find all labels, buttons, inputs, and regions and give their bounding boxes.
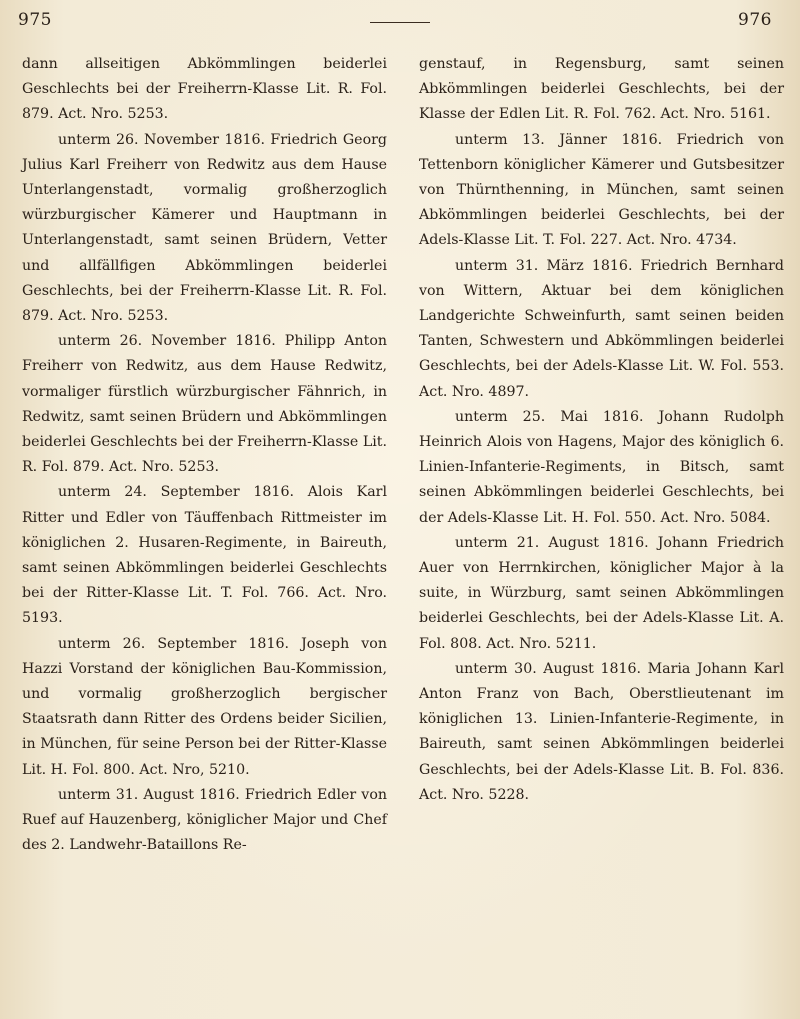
register-entry: unterm 26. September 1816. Joseph von Hazzi Vorstand der königlichen Bau-Kommission, und vormalig großherzoglich bergischer Staatsrath dann Ritter des Ordens beider Sicilien, in München, für seine Person bei der Ritter-Klasse Lit. H. Fol. 800. Act. Nro, 5210. (22, 635, 387, 778)
right-column (419, 52, 784, 859)
page-header (18, 10, 780, 36)
left-column (22, 52, 387, 859)
right-page-number: 976 (738, 10, 772, 30)
text-columns (22, 52, 784, 859)
register-entry: unterm 31. März 1816. Friedrich Bernhard von Wittern, Aktuar bei dem königlichen Landgerichte Schweinfurth, samt seinen beiden Tanten, Schwestern und Abkömmlingen beiderlei Geschlechts, bei der Adels-Klasse Lit. W. Fol. 553. Act. Nro. 4897. (419, 257, 784, 400)
left-page-number: 975 (18, 10, 52, 30)
register-entry: unterm 25. Mai 1816. Johann Rudolph Heinrich Alois von Hagens, Major des königlich 6. Linien-Infanterie-Regiments, in Bitsch, samt seinen Abkömmlingen beiderlei Geschlechts, bei der Adels-Klasse Lit. H. Fol. 550. Act. Nro. 5084. (419, 408, 784, 526)
register-entry: unterm 31. August 1816. Friedrich Edler von Ruef auf Hauzenberg, königlicher Major und Chef des 2. Landwehr-Bataillons Re- (22, 786, 387, 854)
register-entry: unterm 26. November 1816. Philipp Anton Freiherr von Redwitz, aus dem Hause Redwitz, vormaliger fürstlich würzburgischer Fähnrich, in Redwitz, samt seinen Brüdern und Abkömmlingen beiderlei Geschlechts bei der Freiherrn-Klasse Lit. R. Fol. 879. Act. Nro. 5253. (22, 333, 387, 476)
register-entry: unterm 13. Jänner 1816. Friedrich von Tettenborn königlicher Kämerer und Gutsbesitzer von Thürnthenning, in München, samt seinen Abkömmlingen beiderlei Geschlechts, bei der Adels-Klasse Lit. T. Fol. 227. Act. Nro. 4734. (419, 131, 784, 249)
register-entry: unterm 24. September 1816. Alois Karl Ritter und Edler von Täuffenbach Rittmeister im königlichen 2. Husaren-Regimente, in Baireuth, samt seinen Abkömmlingen beiderlei Geschlechts bei der Ritter-Klasse Lit. T. Fol. 766. Act. Nro. 5193. (22, 484, 387, 627)
register-entry: genstauf, in Regensburg, samt seinen Abkömmlingen beiderlei Geschlechts, bei der Klasse der Edlen Lit. R. Fol. 762. Act. Nro. 5161. (419, 56, 784, 123)
register-entry: dann allseitigen Abkömmlingen beiderlei Geschlechts bei der Freiherrn-Klasse Lit. R. Fol. 879. Act. Nro. 5253. (22, 56, 387, 123)
register-entry: unterm 26. November 1816. Friedrich Georg Julius Karl Freiherr von Redwitz aus dem Hause Unterlangenstadt, vormalig großherzoglich würzburgischer Kämerer und Hauptmann in Unterlangenstadt, samt seinen Brüdern, Vetter und allfällfigen Abkömmlingen beiderlei Geschlechts, bei der Freiherrn-Klasse Lit. R. Fol. 879. Act. Nro. 5253. (22, 131, 387, 325)
register-entry: unterm 21. August 1816. Johann Friedrich Auer von Herrnkirchen, königlicher Major à la suite, in Würzburg, samt seinen Abkömmlingen beiderlei Geschlechts, bei der Adels-Klasse Lit. A. Fol. 808. Act. Nro. 5211. (419, 534, 784, 652)
register-entry: unterm 30. August 1816. Maria Johann Karl Anton Franz von Bach, Oberstlieutenant im königlichen 13. Linien-Infanterie-Regimente, in Baireuth, samt seinen Abkömmlingen beiderlei Geschlechts, bei der Adels-Klasse Lit. B. Fol. 836. Act. Nro. 5228. (419, 660, 784, 803)
header-rule (370, 22, 430, 23)
